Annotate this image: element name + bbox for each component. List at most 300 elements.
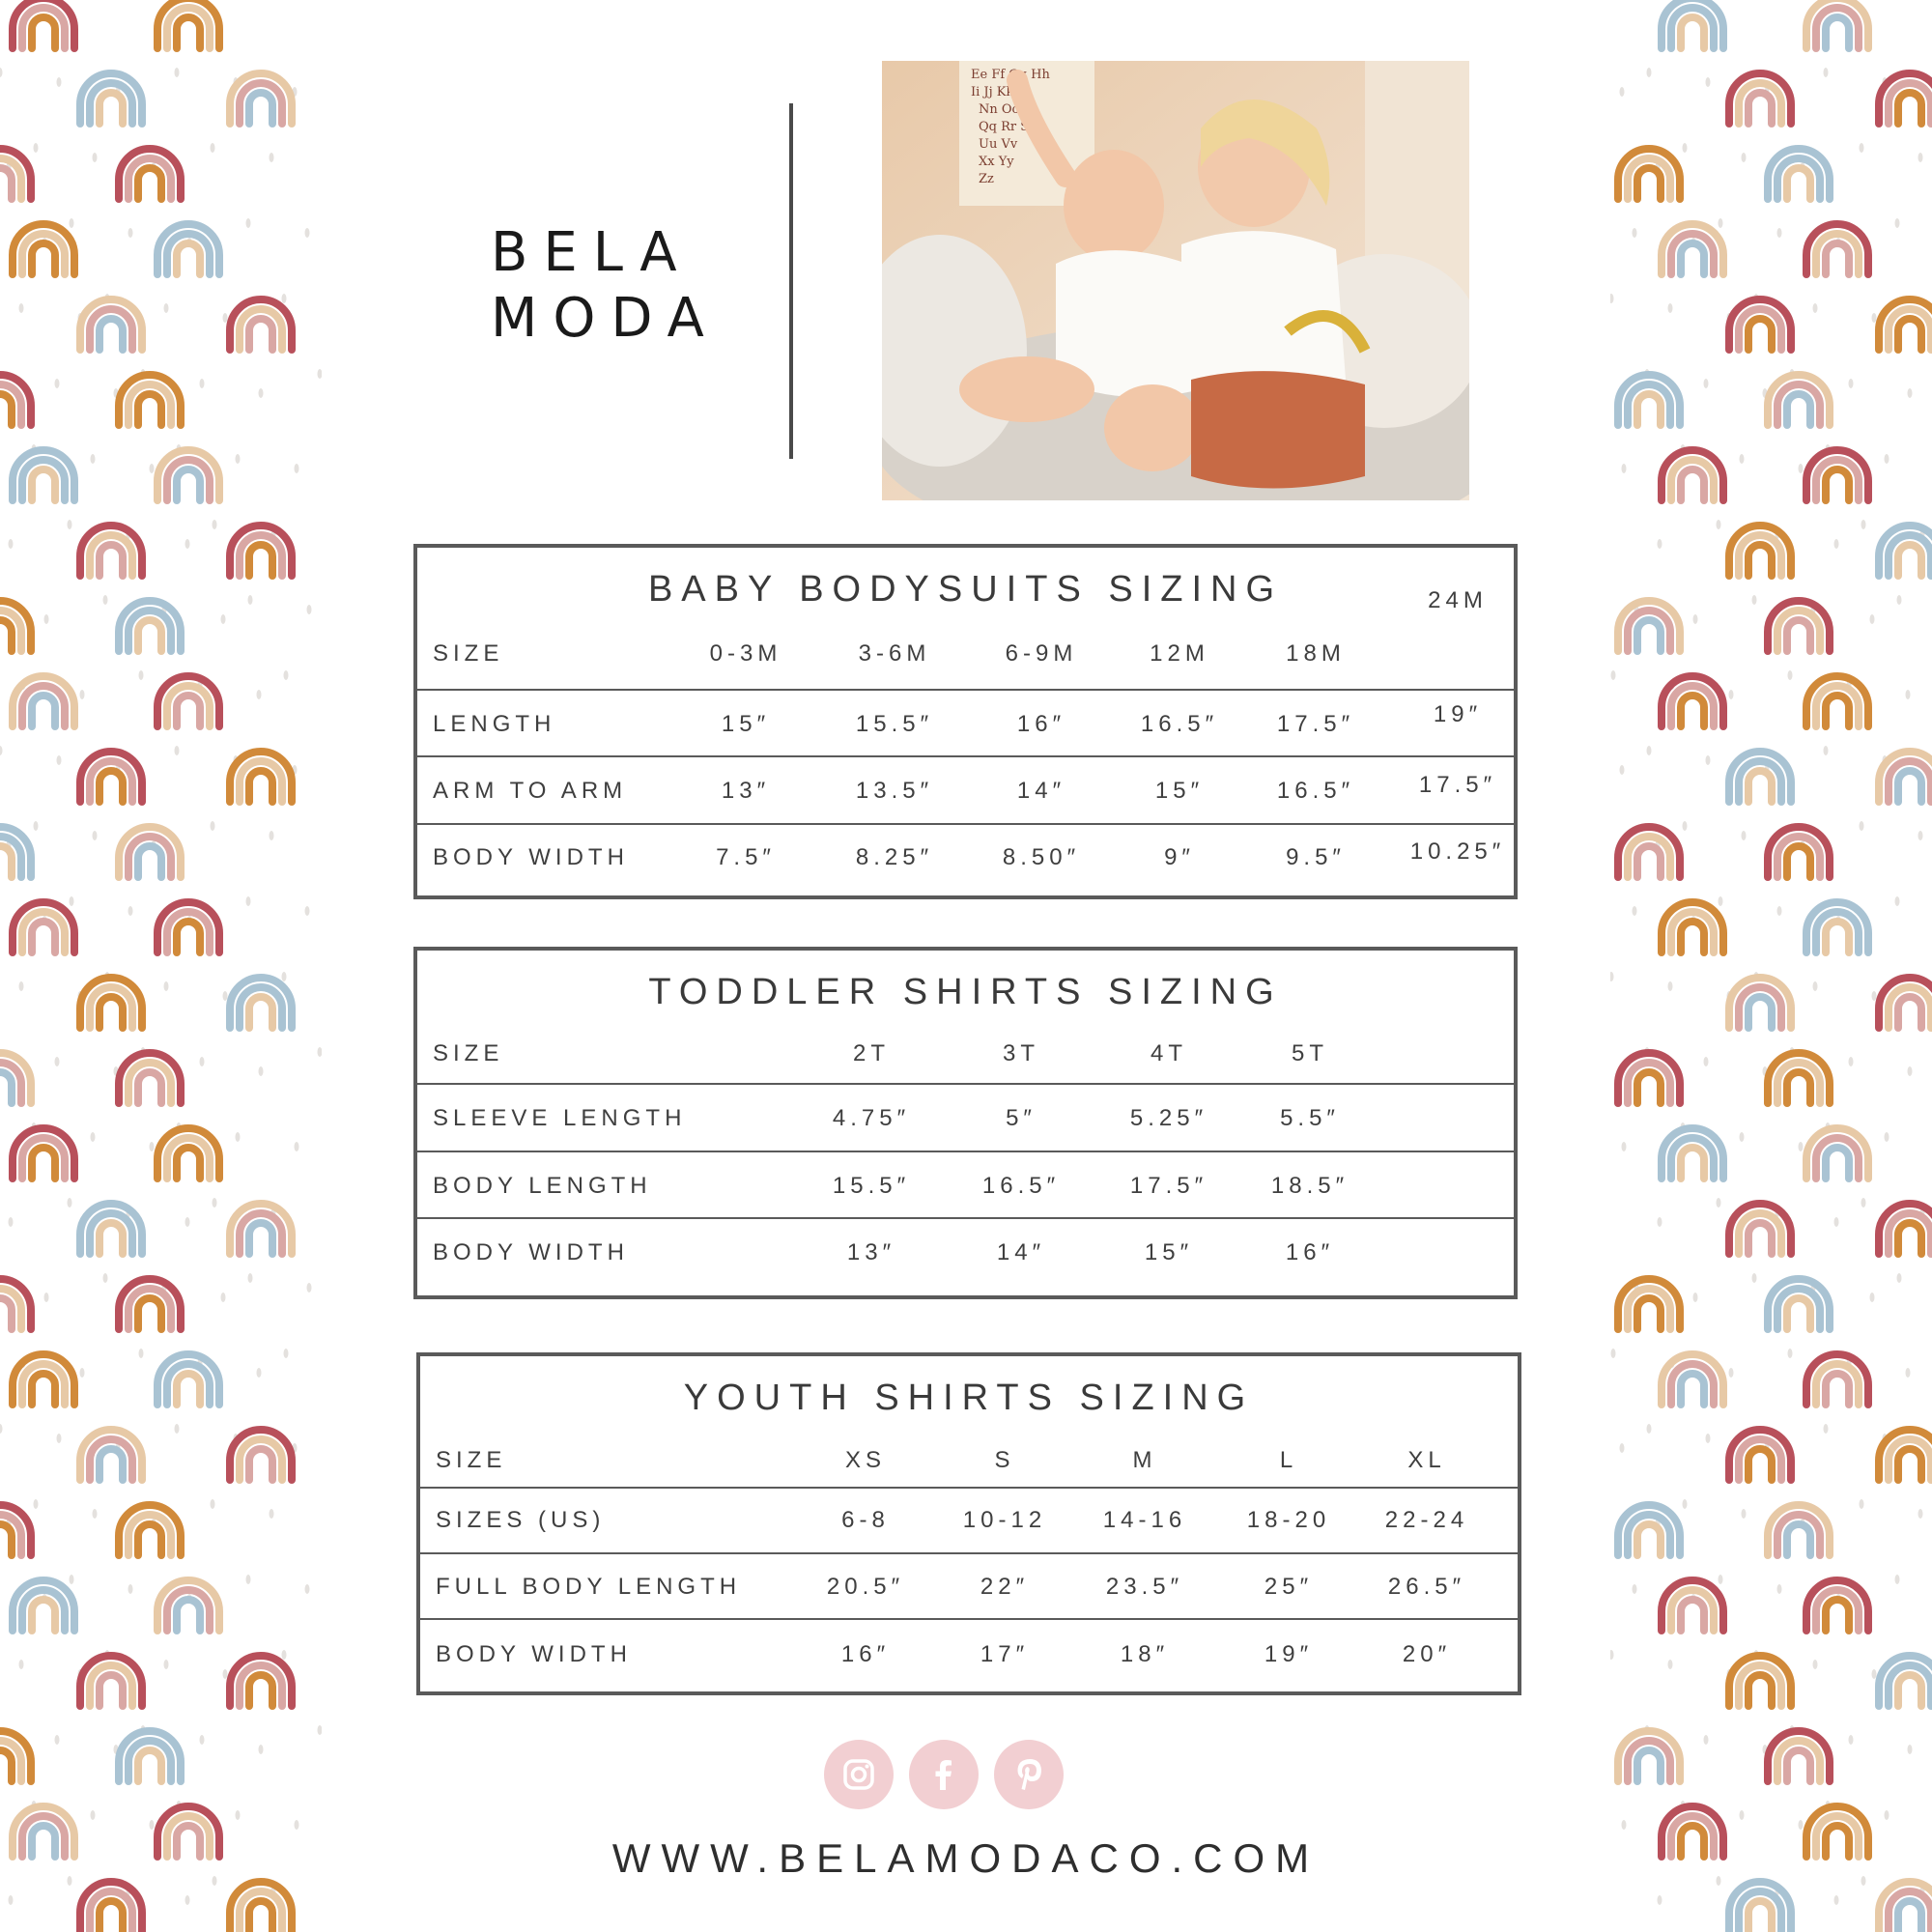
rainbow-icon	[1806, 224, 1868, 274]
pattern-dot	[1861, 520, 1866, 529]
pattern-dot	[270, 153, 274, 162]
svg-text:Zz: Zz	[979, 172, 994, 186]
baby-cell-value: 16″	[1016, 711, 1066, 737]
pattern-dot	[1752, 595, 1757, 605]
rainbow-icon	[1662, 1806, 1723, 1857]
pattern-dot	[305, 906, 310, 916]
svg-text:Uu Vv: Uu Vv	[979, 137, 1018, 152]
pattern-dot	[1872, 313, 1877, 323]
toddler-row-divider	[417, 1083, 1514, 1085]
pattern-dot	[1706, 1434, 1711, 1443]
rainbow-icon	[1662, 676, 1723, 726]
facebook-icon	[924, 1755, 963, 1794]
svg-text:Ee Ff Gg Hh: Ee Ff Gg Hh	[971, 68, 1050, 82]
rainbow-icon	[1662, 1354, 1723, 1405]
pattern-dot	[1895, 1575, 1900, 1584]
rainbow-icon	[230, 978, 292, 1028]
toddler-table-title: TODDLER SHIRTS SIZING	[648, 972, 1283, 1012]
pattern-dot	[1861, 1198, 1866, 1208]
baby-table-title: BABY BODYSUITS SIZING	[647, 569, 1284, 610]
pattern-dot	[93, 153, 98, 162]
rainbow-icon	[13, 1128, 74, 1179]
facebook-button[interactable]	[909, 1740, 979, 1809]
rainbow-icon	[119, 1053, 181, 1103]
rainbow-icon	[13, 224, 74, 274]
rainbow-icon	[119, 149, 181, 199]
pattern-dot	[1668, 1660, 1673, 1669]
youth-size-header: XL	[1407, 1447, 1446, 1473]
pattern-dot	[1742, 153, 1747, 162]
pattern-dot	[1813, 303, 1818, 313]
pattern-dot	[175, 746, 180, 755]
baby-cell-value: 17.5″	[1418, 772, 1497, 798]
pattern-dot	[236, 1810, 241, 1820]
pattern-dot	[200, 379, 205, 388]
pattern-dot	[1834, 1895, 1839, 1905]
pattern-dot	[270, 831, 274, 840]
pattern-dot	[1849, 1735, 1854, 1745]
pattern-dot	[1610, 1650, 1614, 1660]
pattern-dot	[1717, 1876, 1721, 1886]
pattern-dot	[1813, 1660, 1818, 1669]
pattern-dot	[295, 464, 299, 473]
rainbow-icon	[1729, 1204, 1791, 1254]
pattern-dot	[68, 520, 72, 529]
rainbow-icon	[157, 1128, 219, 1179]
rainbow-icon	[1618, 601, 1680, 651]
pattern-dot	[1895, 218, 1900, 228]
pattern-dot	[80, 1368, 85, 1378]
pattern-dot	[1788, 670, 1793, 680]
toddler-cell-value: 5.25″	[1129, 1105, 1208, 1131]
pattern-dot	[1610, 972, 1614, 981]
baby-size-header: 0-3M	[709, 640, 782, 667]
pattern-dot	[1693, 1293, 1698, 1302]
pattern-dot	[1668, 303, 1673, 313]
rainbow-icon	[1618, 1279, 1680, 1329]
rainbow-icon	[1806, 1806, 1868, 1857]
pattern-dot	[1620, 765, 1625, 775]
pattern-dot	[1834, 539, 1839, 549]
rainbow-icon	[230, 1656, 292, 1706]
baby-size-header: 3-6M	[858, 640, 931, 667]
youth-shirts-table	[416, 1352, 1521, 1695]
pattern-dot	[150, 1142, 155, 1151]
toddler-row-label: SLEEVE LENGTH	[433, 1105, 687, 1131]
baby-cell-value: 9.5″	[1286, 844, 1346, 870]
pattern-dot	[19, 1660, 24, 1669]
pattern-dot	[175, 68, 180, 77]
svg-text:Nn Oo: Nn Oo	[979, 102, 1020, 117]
youth-cell-value: 25″	[1264, 1574, 1314, 1600]
pattern-dot	[150, 1820, 155, 1830]
baby-cell-value: 17.5″	[1276, 711, 1355, 737]
brand-divider	[789, 103, 793, 459]
pattern-dot	[284, 1349, 289, 1358]
rainbow-icon	[13, 1580, 74, 1631]
pattern-dot	[1788, 1349, 1793, 1358]
pattern-dot	[1918, 153, 1923, 162]
pattern-dot	[248, 595, 253, 605]
pattern-dot	[139, 1349, 144, 1358]
pattern-dot	[246, 896, 251, 906]
rainbow-icon	[119, 601, 181, 651]
toddler-cell-value: 16″	[1285, 1239, 1335, 1265]
pattern-dot	[259, 1745, 264, 1754]
baby-cell-value: 10.25″	[1409, 838, 1506, 865]
pattern-dot	[185, 539, 190, 549]
toddler-cell-value: 17.5″	[1129, 1173, 1208, 1199]
toddler-row-label: BODY WIDTH	[433, 1239, 629, 1265]
pattern-dot	[1824, 1424, 1829, 1434]
pattern-dot	[282, 1650, 287, 1660]
pattern-dot	[1647, 746, 1652, 755]
pattern-dot	[70, 896, 74, 906]
pattern-dot	[1647, 1424, 1652, 1434]
rainbow-icon	[230, 1430, 292, 1480]
pattern-dot	[213, 1198, 217, 1208]
rainbow-icon	[1618, 1505, 1680, 1555]
rainbow-icon	[230, 299, 292, 350]
pattern-dot	[1622, 1820, 1627, 1830]
pattern-dot	[1849, 379, 1854, 388]
rainbow-icon	[1806, 676, 1868, 726]
rainbow-icon	[1879, 1882, 1932, 1932]
rainbow-icon	[157, 1806, 219, 1857]
pattern-dot	[223, 991, 228, 1001]
baby-cell-value: 9″	[1164, 844, 1195, 870]
rainbow-icon	[1618, 1053, 1680, 1103]
pattern-dot	[9, 1217, 14, 1227]
pattern-dot	[1704, 1057, 1709, 1066]
pattern-dot	[68, 1876, 72, 1886]
pattern-dot	[164, 981, 169, 991]
pattern-dot	[1777, 1584, 1782, 1594]
rainbow-icon	[0, 149, 31, 199]
rainbow-icon	[1879, 1204, 1932, 1254]
pattern-dot	[91, 1810, 96, 1820]
instagram-button[interactable]	[824, 1740, 894, 1809]
pattern-dot	[1693, 614, 1698, 624]
youth-size-header: S	[994, 1447, 1015, 1473]
rainbow-icon	[1806, 1580, 1868, 1631]
rainbow-icon	[230, 752, 292, 802]
pattern-dot	[34, 821, 39, 831]
pattern-dot	[0, 746, 3, 755]
brand-logo-line1: BELA	[491, 221, 693, 284]
toddler-cell-value: 13″	[846, 1239, 896, 1265]
toddler-size-label: SIZE	[433, 1040, 504, 1066]
pattern-dot	[128, 1584, 133, 1594]
baby-row-label: ARM TO ARM	[433, 778, 628, 804]
pattern-dot	[246, 218, 251, 228]
rainbow-icon	[1729, 1656, 1791, 1706]
pattern-dot	[1872, 1669, 1877, 1679]
pattern-dot	[1620, 87, 1625, 97]
rainbow-icon	[230, 1882, 292, 1932]
pattern-dot	[1897, 595, 1902, 605]
pattern-dot	[1824, 746, 1829, 755]
svg-text:Ii Jj Kk Ll: Ii Jj Kk Ll	[971, 85, 1031, 99]
pattern-dot	[1611, 1349, 1616, 1358]
baby-row-label: LENGTH	[433, 711, 556, 737]
pattern-dot	[139, 670, 144, 680]
pattern-dot	[9, 539, 14, 549]
rainbow-icon	[1879, 978, 1932, 1028]
rainbow-icon	[80, 1204, 142, 1254]
svg-text:Qq Rr Ss: Qq Rr Ss	[979, 120, 1036, 134]
rainbow-icon	[1879, 73, 1932, 124]
pattern-dot	[259, 388, 264, 398]
pattern-dot	[221, 614, 226, 624]
pattern-dot	[236, 1132, 241, 1142]
rainbow-icon	[119, 1279, 181, 1329]
toddler-cell-value: 5.5″	[1280, 1105, 1340, 1131]
rainbow-icon	[13, 450, 74, 500]
pattern-dot	[57, 755, 62, 765]
pattern-dot	[295, 1142, 299, 1151]
pattern-dot	[1906, 690, 1911, 699]
rainbow-icon	[1729, 299, 1791, 350]
toddler-row-divider	[417, 1217, 1514, 1219]
pattern-dot	[1719, 896, 1723, 906]
rainbow-icon	[157, 1580, 219, 1631]
pattern-dot	[1799, 1142, 1804, 1151]
baby-bodysuits-table	[413, 544, 1518, 899]
youth-cell-value: 23.5″	[1105, 1574, 1184, 1600]
pattern-dot	[80, 690, 85, 699]
pattern-dot	[307, 605, 312, 614]
pattern-dot	[211, 143, 215, 153]
rainbow-icon	[1768, 1505, 1830, 1555]
svg-text:Xx Yy: Xx Yy	[979, 155, 1014, 169]
rainbow-icon	[1879, 752, 1932, 802]
pattern-dot	[55, 1057, 60, 1066]
rainbow-icon	[157, 676, 219, 726]
baby-cell-value: 14″	[1016, 778, 1066, 804]
pattern-dot	[1742, 1509, 1747, 1519]
rainbow-icon	[157, 450, 219, 500]
pattern-dot	[70, 1575, 74, 1584]
rainbow-icon	[0, 1731, 31, 1781]
pattern-dot	[305, 228, 310, 238]
pattern-dot	[1633, 1584, 1637, 1594]
pattern-dot	[1658, 539, 1662, 549]
youth-cell-value: 20.5″	[826, 1574, 905, 1600]
baby-size-header: 24M	[1428, 587, 1488, 613]
rainbow-icon	[1768, 1053, 1830, 1103]
pattern-dot	[44, 614, 49, 624]
pattern-dot	[1860, 821, 1864, 831]
rainbow-icon	[230, 1204, 292, 1254]
youth-row-divider	[420, 1552, 1518, 1554]
rainbow-icon	[1768, 375, 1830, 425]
rainbow-icon	[1768, 1731, 1830, 1781]
pattern-dot	[1740, 454, 1745, 464]
pattern-dot	[1870, 1293, 1875, 1302]
rainbow-icon	[1729, 1430, 1791, 1480]
pattern-dot	[55, 379, 60, 388]
rainbow-icon	[1879, 1656, 1932, 1706]
rainbow-icon	[119, 1505, 181, 1555]
rainbow-icon	[80, 526, 142, 576]
pattern-dot	[34, 143, 39, 153]
pattern-dot	[1872, 991, 1877, 1001]
youth-size-header: XS	[844, 1447, 887, 1473]
pattern-dot	[1706, 77, 1711, 87]
pattern-dot	[1706, 755, 1711, 765]
baby-cell-value: 8.50″	[1002, 844, 1081, 870]
rainbow-icon	[1879, 1430, 1932, 1480]
pattern-dot	[93, 831, 98, 840]
youth-cell-value: 10-12	[962, 1507, 1047, 1533]
pattern-dot	[200, 1057, 205, 1066]
toddler-cell-value: 15″	[1144, 1239, 1194, 1265]
pattern-dot	[19, 981, 24, 991]
toddler-shirts-table	[413, 947, 1518, 1299]
pattern-dot	[164, 1660, 169, 1669]
youth-row-label: FULL BODY LENGTH	[436, 1574, 742, 1600]
baby-cell-value: 16.5″	[1140, 711, 1219, 737]
youth-size-label: SIZE	[436, 1447, 507, 1473]
youth-row-label: BODY WIDTH	[436, 1641, 632, 1667]
rainbow-icon	[13, 0, 74, 48]
brand-logo	[491, 220, 720, 352]
youth-table-title: YOUTH SHIRTS SIZING	[683, 1378, 1255, 1418]
product-photo-illustration	[882, 61, 1469, 500]
baby-row-label: BODY WIDTH	[433, 844, 629, 870]
pattern-dot	[318, 1725, 323, 1735]
baby-size-header: 18M	[1286, 640, 1346, 667]
youth-cell-value: 14-16	[1102, 1507, 1187, 1533]
rainbow-icon	[1662, 902, 1723, 952]
pattern-dot	[70, 218, 74, 228]
baby-size-label: SIZE	[433, 640, 504, 667]
baby-size-header: 12M	[1150, 640, 1209, 667]
pattern-dot	[1799, 464, 1804, 473]
toddler-cell-value: 18.5″	[1270, 1173, 1350, 1199]
rainbow-pattern-left-graphic	[0, 0, 322, 1932]
pattern-dot	[318, 1047, 323, 1057]
baby-cell-value: 13″	[721, 778, 771, 804]
rainbow-icon	[1662, 1580, 1723, 1631]
website-url[interactable]: WWW.BELAMODACO.COM	[611, 1835, 1321, 1881]
pattern-dot	[68, 1198, 72, 1208]
rainbow-icon	[1879, 299, 1932, 350]
pattern-dot	[1908, 1066, 1913, 1076]
toddler-row-divider	[417, 1151, 1514, 1152]
pattern-dot	[150, 464, 155, 473]
pattern-dot	[9, 1895, 14, 1905]
pattern-dot	[1813, 981, 1818, 991]
pattern-dot	[44, 1293, 49, 1302]
pattern-dot	[1719, 218, 1723, 228]
brand-logo-line2: MODA	[491, 287, 720, 350]
pattern-dot	[1777, 906, 1782, 916]
pattern-dot	[318, 369, 323, 379]
pattern-dot	[1918, 831, 1923, 840]
pattern-dot	[1647, 68, 1652, 77]
pattern-dot	[1729, 1368, 1734, 1378]
pattern-dot	[223, 313, 228, 323]
rainbow-icon	[1729, 752, 1791, 802]
pattern-dot	[213, 520, 217, 529]
youth-cell-value: 20″	[1402, 1641, 1452, 1667]
pattern-dot	[19, 303, 24, 313]
pattern-dot	[1717, 520, 1721, 529]
rainbow-icon	[1618, 827, 1680, 877]
pattern-dot	[259, 1066, 264, 1076]
youth-cell-value: 18″	[1120, 1641, 1170, 1667]
rainbow-icon	[230, 526, 292, 576]
pattern-dot	[93, 1509, 98, 1519]
rainbow-icon	[0, 827, 31, 877]
pattern-dot	[282, 294, 287, 303]
baby-cell-value: 15″	[1154, 778, 1205, 804]
pattern-dot	[1897, 1273, 1902, 1283]
pattern-dot	[221, 1293, 226, 1302]
pattern-dot	[1729, 690, 1734, 699]
rainbow-icon	[1768, 827, 1830, 877]
rainbow-icon	[1806, 902, 1868, 952]
pattern-dot	[257, 1368, 262, 1378]
toddler-size-header: 5T	[1291, 1040, 1329, 1066]
rainbow-icon	[0, 601, 31, 651]
toddler-size-header: 3T	[1002, 1040, 1040, 1066]
rainbow-icon	[1618, 1731, 1680, 1781]
pattern-dot	[1683, 821, 1688, 831]
rainbow-icon	[0, 1505, 31, 1555]
rainbow-icon	[80, 1882, 142, 1932]
pattern-dot	[1908, 388, 1913, 398]
rainbow-icon	[0, 375, 31, 425]
toddler-cell-value: 15.5″	[832, 1173, 911, 1199]
pattern-dot	[1658, 1217, 1662, 1227]
rainbow-icon	[80, 73, 142, 124]
baby-cell-value: 13.5″	[855, 778, 934, 804]
pattern-dot	[1895, 896, 1900, 906]
baby-row-divider	[417, 755, 1514, 757]
pattern-dot	[128, 228, 133, 238]
pattern-dot	[1752, 1273, 1757, 1283]
pattern-dot	[248, 1273, 253, 1283]
rainbow-icon	[1806, 0, 1868, 48]
pattern-dot	[236, 454, 241, 464]
pattern-dot	[1906, 1368, 1911, 1378]
pattern-dot	[128, 906, 133, 916]
pattern-dot	[1870, 614, 1875, 624]
pinterest-button[interactable]	[994, 1740, 1064, 1809]
toddler-size-header: 2T	[852, 1040, 891, 1066]
pattern-dot	[200, 1735, 205, 1745]
rainbow-icon	[230, 73, 292, 124]
youth-cell-value: 17″	[980, 1641, 1030, 1667]
rainbow-icon	[80, 1656, 142, 1706]
rainbow-icon	[1768, 601, 1830, 651]
rainbow-icon	[1662, 450, 1723, 500]
rainbow-icon	[0, 1053, 31, 1103]
rainbow-icon	[157, 1354, 219, 1405]
pattern-dot	[1861, 1876, 1866, 1886]
baby-cell-value: 15.5″	[855, 711, 934, 737]
pattern-dot	[1717, 1198, 1721, 1208]
pattern-dot	[1777, 228, 1782, 238]
youth-cell-value: 22″	[980, 1574, 1030, 1600]
pattern-dot	[1740, 1132, 1745, 1142]
pattern-dot	[185, 1217, 190, 1227]
rainbow-icon	[157, 902, 219, 952]
youth-cell-value: 22-24	[1384, 1507, 1469, 1533]
